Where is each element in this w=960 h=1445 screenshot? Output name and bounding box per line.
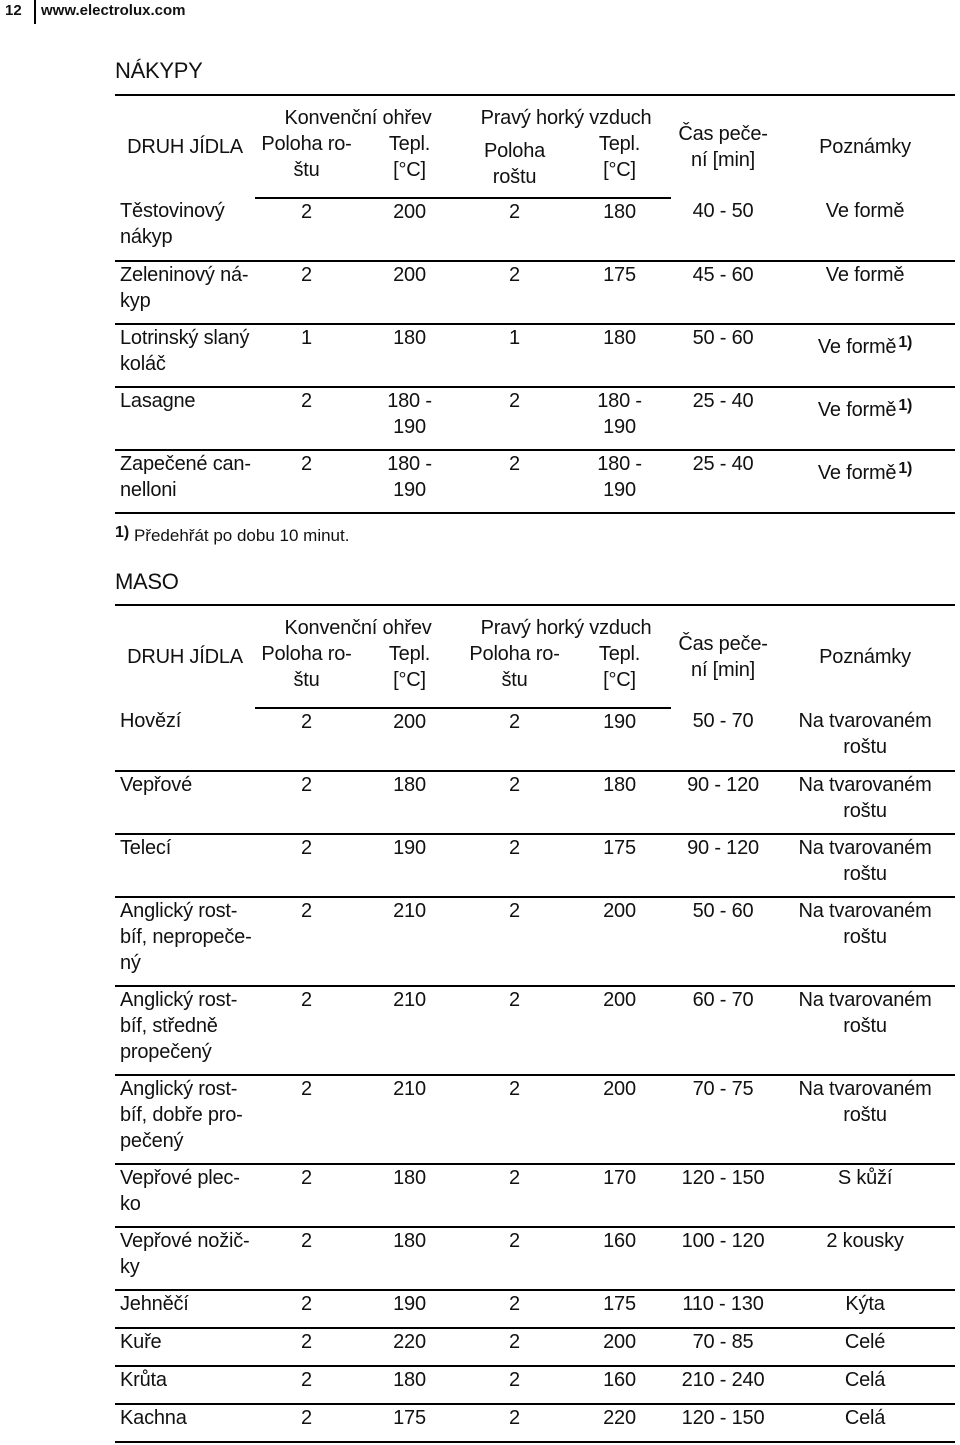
shelf-fan-cell: 2 <box>461 1404 568 1442</box>
table-row <box>115 1290 955 1328</box>
table-row <box>115 1227 955 1290</box>
shelf-fan-cell: 1 <box>461 324 568 387</box>
table-row <box>115 1328 955 1366</box>
time-cell: 60 - 70 <box>671 986 775 1075</box>
temp-fan-cell: 220 <box>568 1404 671 1442</box>
time-cell: 40 - 50 <box>671 198 775 261</box>
temp-conventional-cell: 210 <box>358 1075 461 1164</box>
temp-fan-cell: 200 <box>568 1328 671 1366</box>
temp-conventional-cell: 180 <box>358 1227 461 1290</box>
shelf-fan-cell: 2 <box>461 261 568 324</box>
temp-conventional-cell: 180 - 190 <box>358 387 461 450</box>
table-row <box>115 324 955 387</box>
dish-name-cell: Lotrinský slaný koláč <box>115 324 255 387</box>
dish-name-cell: Jehněčí <box>115 1290 255 1328</box>
shelf-fan-cell: 2 <box>461 450 568 513</box>
shelf-conventional-cell: 2 <box>255 1404 358 1442</box>
shelf-fan-cell: 2 <box>461 1075 568 1164</box>
col-header-temp-fan: Tepl. [°C] <box>568 641 671 708</box>
note-text: Ve formě <box>817 336 897 358</box>
shelf-conventional-cell: 2 <box>255 261 358 324</box>
notes-cell: Na tvarovaném roštu <box>775 986 955 1075</box>
casseroles-table <box>115 94 955 514</box>
meat-title: MASO <box>115 569 179 594</box>
shelf-fan-cell: 2 <box>461 1366 568 1404</box>
temp-conventional-cell: 190 <box>358 834 461 897</box>
notes-cell: Na tvarovaném roštu <box>775 708 955 771</box>
col-header-fan: Pravý horký vzduch <box>480 617 652 640</box>
time-cell: 90 - 120 <box>671 834 775 897</box>
shelf-conventional-cell: 2 <box>255 1328 358 1366</box>
col-header-shelf-fan: Poloha ro- štu <box>461 641 568 708</box>
temp-conventional-cell: 210 <box>358 897 461 986</box>
shelf-fan-cell: 2 <box>461 1290 568 1328</box>
temp-conventional-cell: 180 - 190 <box>358 450 461 513</box>
temp-conventional-cell: 180 <box>358 324 461 387</box>
time-cell: 70 - 75 <box>671 1075 775 1164</box>
notes-cell <box>775 324 955 387</box>
col-header-fan: Pravý horký vzduch <box>480 107 652 130</box>
header-divider <box>34 0 36 24</box>
footnote-ref: 1) <box>898 334 913 351</box>
casseroles-title: NÁKYPY <box>115 58 203 83</box>
shelf-conventional-cell: 2 <box>255 897 358 986</box>
temp-conventional-cell: 200 <box>358 261 461 324</box>
notes-cell: Celá <box>775 1404 955 1442</box>
time-cell: 100 - 120 <box>671 1227 775 1290</box>
col-header-temp-fan: Tepl. [°C] <box>568 131 671 198</box>
table-row <box>115 1164 955 1227</box>
table-row <box>115 1075 955 1164</box>
shelf-conventional-cell: 2 <box>255 1290 358 1328</box>
shelf-conventional-cell: 2 <box>255 198 358 261</box>
shelf-conventional-cell: 2 <box>255 771 358 834</box>
shelf-fan-cell: 2 <box>461 771 568 834</box>
shelf-conventional-cell: 2 <box>255 1164 358 1227</box>
table-row <box>115 897 955 986</box>
temp-conventional-cell: 180 <box>358 771 461 834</box>
shelf-fan-cell: 2 <box>461 198 568 261</box>
page-number: 12 <box>5 2 22 19</box>
shelf-fan-cell: 2 <box>461 708 568 771</box>
col-header-time: Čas peče- ní [min] <box>678 633 768 681</box>
note-text: Ve formě <box>817 399 897 421</box>
col-header-temp-conventional: Tepl. [°C] <box>358 131 461 198</box>
temp-fan-cell: 200 <box>568 897 671 986</box>
temp-fan-cell: 170 <box>568 1164 671 1227</box>
header-url: www.electrolux.com <box>41 2 186 19</box>
temp-fan-cell: 180 - 190 <box>568 450 671 513</box>
temp-fan-cell: 200 <box>568 1075 671 1164</box>
temp-fan-cell: 180 <box>568 771 671 834</box>
shelf-conventional-cell: 2 <box>255 708 358 771</box>
dish-name-cell: Anglický rost- bíf, středně propečený <box>115 986 255 1075</box>
footnote-text: Předehřát po dobu 10 minut. <box>133 526 350 545</box>
temp-conventional-cell: 200 <box>358 708 461 771</box>
time-cell: 25 - 40 <box>671 387 775 450</box>
time-cell: 210 - 240 <box>671 1366 775 1404</box>
dish-name-cell: Anglický rost- bíf, dobře pro- pečený <box>115 1075 255 1164</box>
notes-cell: Celá <box>775 1366 955 1404</box>
notes-cell: Na tvarovaném roštu <box>775 1075 955 1164</box>
shelf-conventional-cell: 2 <box>255 1227 358 1290</box>
shelf-fan-cell: 2 <box>461 897 568 986</box>
footnote-mark: 1) <box>115 524 130 541</box>
shelf-conventional-cell: 2 <box>255 986 358 1075</box>
temp-fan-cell: 175 <box>568 1290 671 1328</box>
dish-name-cell: Krůta <box>115 1366 255 1404</box>
temp-conventional-cell: 180 <box>358 1366 461 1404</box>
temp-conventional-cell: 175 <box>358 1404 461 1442</box>
shelf-conventional-cell: 2 <box>255 450 358 513</box>
dish-name-cell: Vepřové nožič- ky <box>115 1227 255 1290</box>
col-header-conventional: Konvenční ohřev <box>284 617 432 640</box>
col-header-shelf-conventional: Poloha ro- štu <box>255 641 358 708</box>
time-cell: 120 - 150 <box>671 1404 775 1442</box>
temp-conventional-cell: 190 <box>358 1290 461 1328</box>
table-row <box>115 771 955 834</box>
notes-cell <box>775 387 955 450</box>
time-cell: 50 - 70 <box>671 708 775 771</box>
temp-fan-cell: 180 <box>568 324 671 387</box>
footnote-ref: 1) <box>898 460 913 477</box>
col-header-conventional: Konvenční ohřev <box>284 107 432 130</box>
time-cell: 50 - 60 <box>671 324 775 387</box>
temp-fan-cell: 175 <box>568 261 671 324</box>
time-cell: 45 - 60 <box>671 261 775 324</box>
col-header-time: Čas peče- ní [min] <box>678 123 768 171</box>
dish-name-cell: Kuře <box>115 1328 255 1366</box>
time-cell: 25 - 40 <box>671 450 775 513</box>
shelf-fan-cell: 2 <box>461 986 568 1075</box>
shelf-conventional-cell: 1 <box>255 324 358 387</box>
time-cell: 120 - 150 <box>671 1164 775 1227</box>
page-header <box>0 0 960 24</box>
notes-cell: Ve formě <box>775 198 955 261</box>
col-header-dish: DRUH JÍDLA <box>127 646 243 668</box>
table-row <box>115 708 955 771</box>
dish-name-cell: Hovězí <box>115 708 255 771</box>
time-cell: 90 - 120 <box>671 771 775 834</box>
col-header-notes: Poznámky <box>819 646 911 668</box>
table-row <box>115 834 955 897</box>
notes-cell: Celé <box>775 1328 955 1366</box>
note-text: Ve formě <box>817 462 897 484</box>
temp-fan-cell: 160 <box>568 1366 671 1404</box>
table-row <box>115 198 955 261</box>
dish-name-cell: Zapečené can- nelloni <box>115 450 255 513</box>
temp-fan-cell: 180 - 190 <box>568 387 671 450</box>
shelf-fan-cell: 2 <box>461 1328 568 1366</box>
shelf-fan-cell: 2 <box>461 1227 568 1290</box>
notes-cell: Na tvarovaném roštu <box>775 771 955 834</box>
time-cell: 70 - 85 <box>671 1328 775 1366</box>
col-header-temp-conventional: Tepl. [°C] <box>358 641 461 708</box>
shelf-conventional-cell: 2 <box>255 1075 358 1164</box>
dish-name-cell: Těstovinový nákyp <box>115 198 255 261</box>
shelf-fan-cell: 2 <box>461 1164 568 1227</box>
notes-cell <box>775 450 955 513</box>
dish-name-cell: Vepřové plec- ko <box>115 1164 255 1227</box>
table-row <box>115 1366 955 1404</box>
notes-cell: S kůží <box>775 1164 955 1227</box>
notes-cell: Na tvarovaném roštu <box>775 897 955 986</box>
table-row <box>115 387 955 450</box>
temp-conventional-cell: 200 <box>358 198 461 261</box>
notes-cell: Ve formě <box>775 261 955 324</box>
col-header-dish: DRUH JÍDLA <box>127 136 243 158</box>
footnote-ref: 1) <box>898 397 913 414</box>
dish-name-cell: Anglický rost- bíf, nepropeče- ný <box>115 897 255 986</box>
temp-conventional-cell: 220 <box>358 1328 461 1366</box>
dish-name-cell: Kachna <box>115 1404 255 1442</box>
temp-fan-cell: 160 <box>568 1227 671 1290</box>
temp-fan-cell: 200 <box>568 986 671 1075</box>
table-row <box>115 1404 955 1442</box>
meat-table <box>115 604 955 1443</box>
shelf-conventional-cell: 2 <box>255 387 358 450</box>
shelf-fan-cell: 2 <box>461 387 568 450</box>
shelf-conventional-cell: 2 <box>255 1366 358 1404</box>
time-cell: 110 - 130 <box>671 1290 775 1328</box>
dish-name-cell: Zeleninový ná- kyp <box>115 261 255 324</box>
table-row <box>115 261 955 324</box>
notes-cell: Kýta <box>775 1290 955 1328</box>
col-header-notes: Poznámky <box>819 136 911 158</box>
dish-name-cell: Lasagne <box>115 387 255 450</box>
col-header-shelf-conventional: Poloha ro- štu <box>255 131 358 198</box>
temp-fan-cell: 175 <box>568 834 671 897</box>
temp-conventional-cell: 180 <box>358 1164 461 1227</box>
temp-fan-cell: 180 <box>568 198 671 261</box>
notes-cell: 2 kousky <box>775 1227 955 1290</box>
col-header-shelf-fan: Poloha roštu <box>461 131 568 198</box>
time-cell: 50 - 60 <box>671 897 775 986</box>
footnote <box>115 524 349 546</box>
shelf-conventional-cell: 2 <box>255 834 358 897</box>
dish-name-cell: Telecí <box>115 834 255 897</box>
shelf-fan-cell: 2 <box>461 834 568 897</box>
temp-fan-cell: 190 <box>568 708 671 771</box>
temp-conventional-cell: 210 <box>358 986 461 1075</box>
table-row <box>115 986 955 1075</box>
notes-cell: Na tvarovaném roštu <box>775 834 955 897</box>
table-row <box>115 450 955 513</box>
dish-name-cell: Vepřové <box>115 771 255 834</box>
